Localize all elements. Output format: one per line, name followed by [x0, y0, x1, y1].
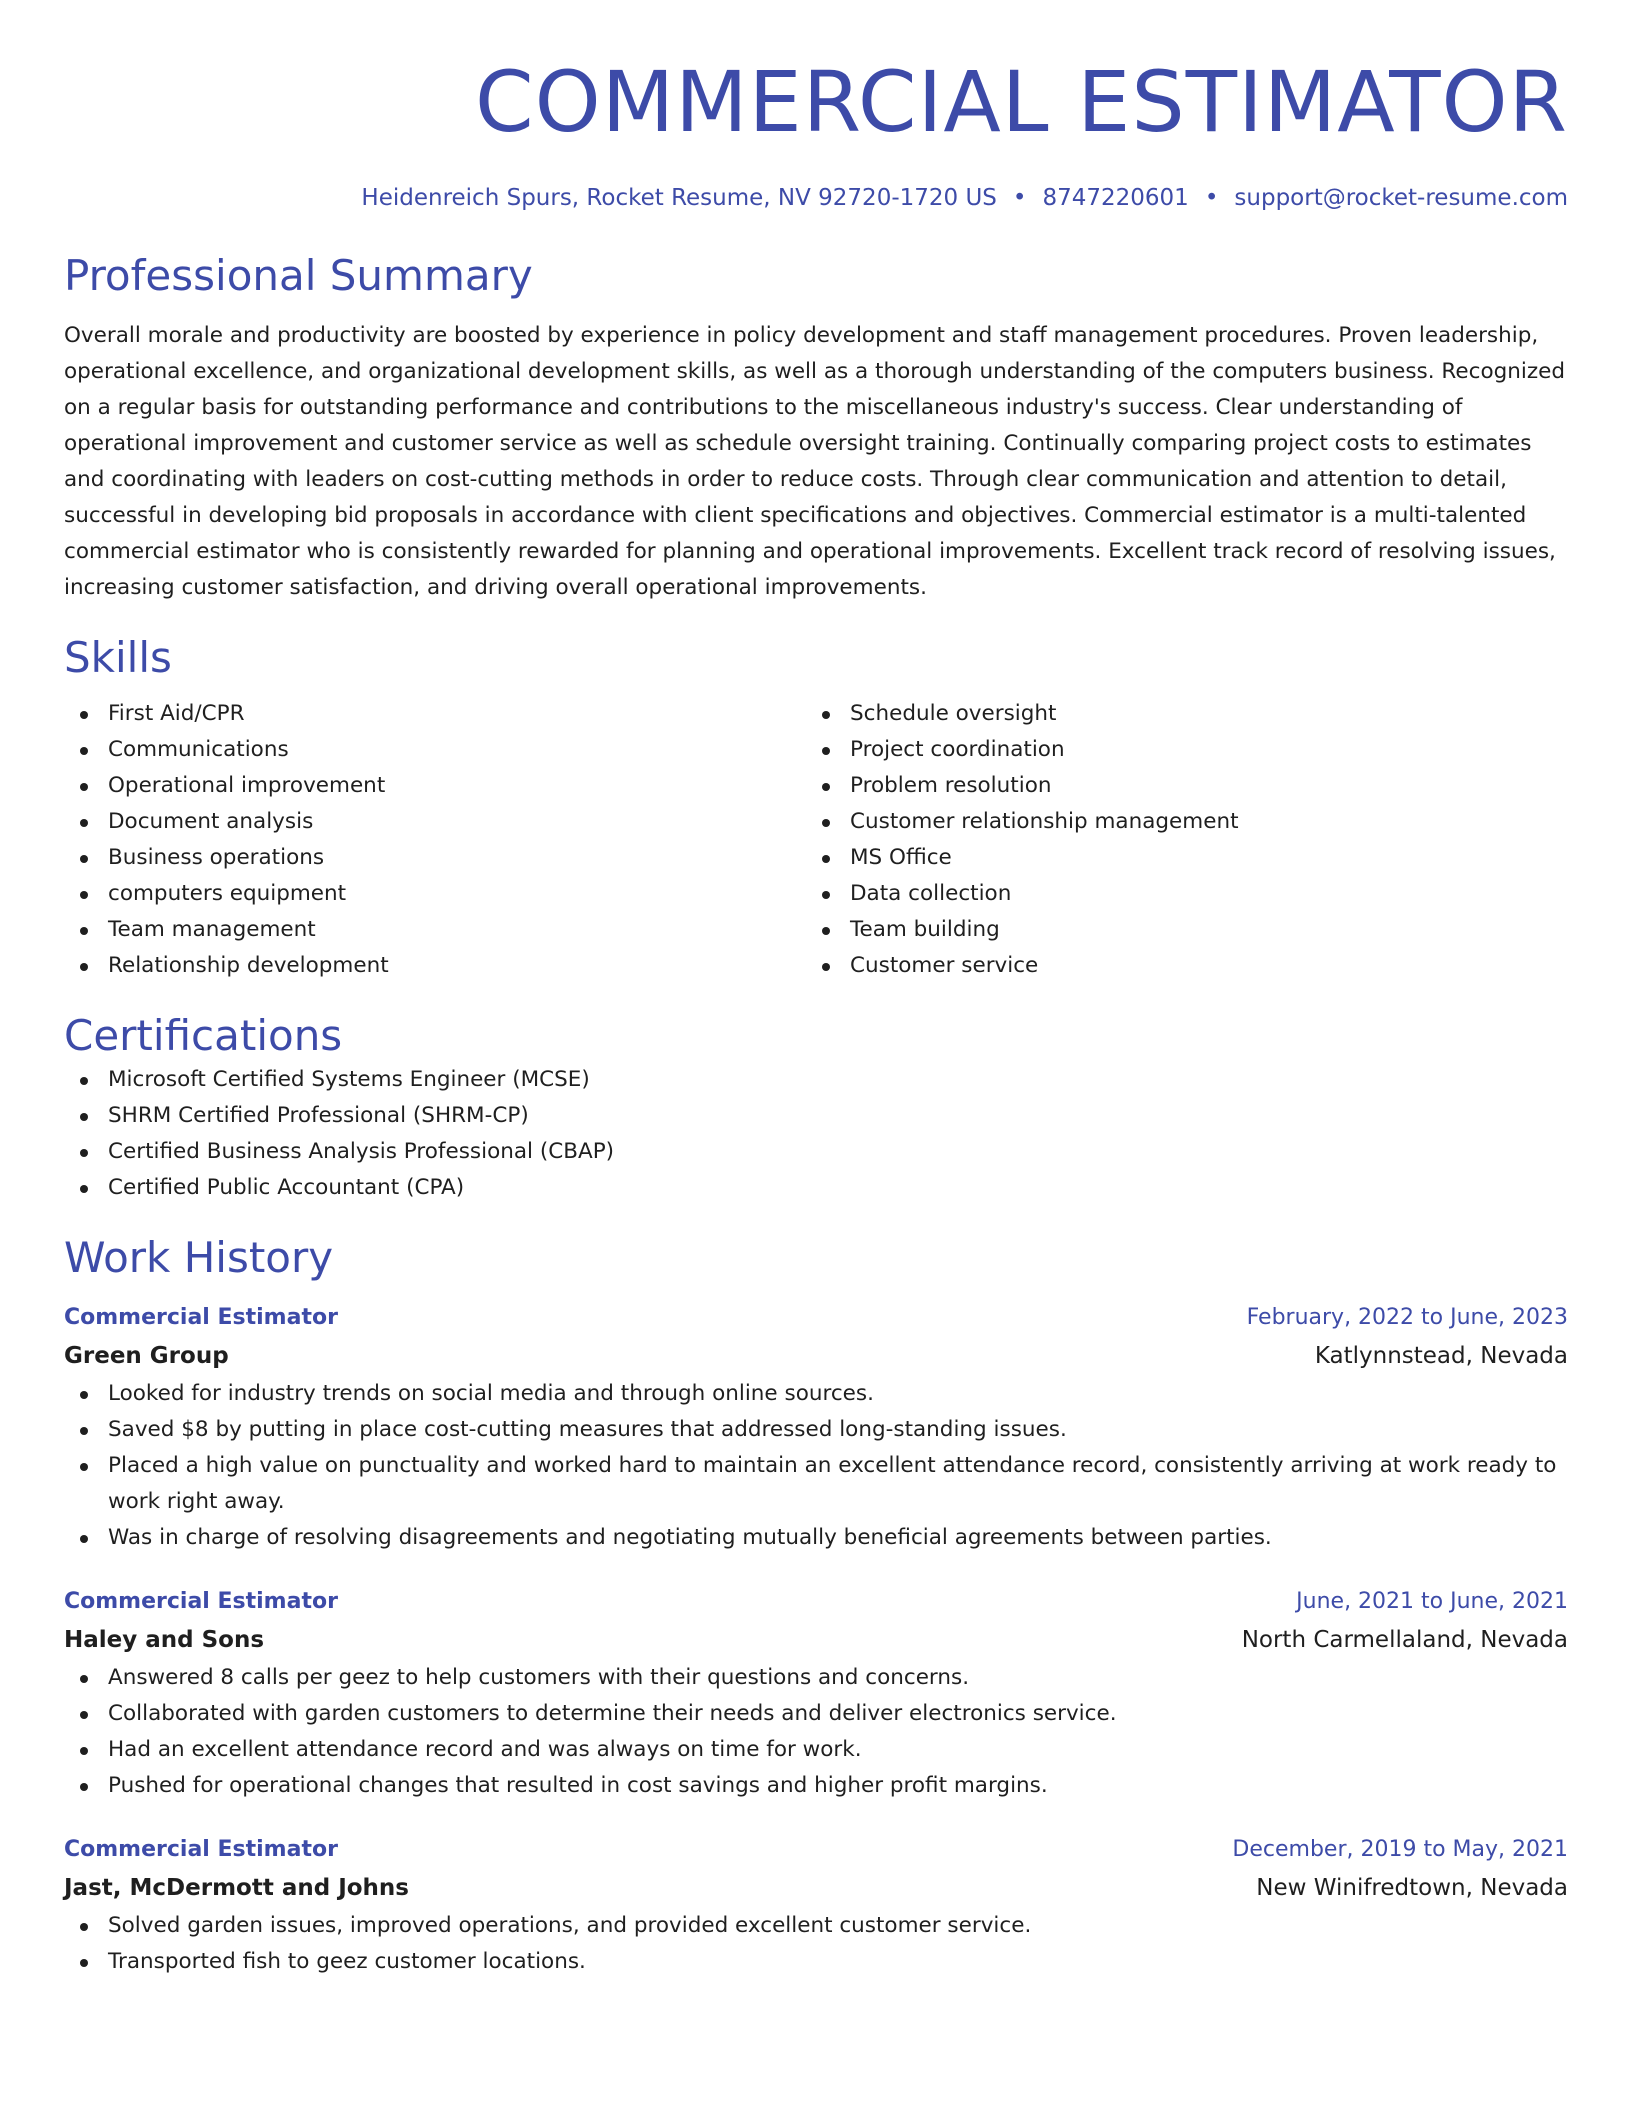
job-entry [64, 1584, 1568, 1804]
job-bullets [64, 1376, 1568, 1556]
job-bullet: Transported fish to geez customer locations. [64, 1944, 1568, 1980]
certifications-heading: Certifications [64, 1011, 343, 1060]
job-bullet: Answered 8 calls per geez to help customers with their questions and concerns. [64, 1660, 1568, 1696]
job-location: Katlynnstead, Nevada [1314, 1343, 1568, 1369]
skills-section [64, 632, 1568, 984]
job-bullets [64, 1908, 1568, 1980]
skill-item: Schedule oversight [806, 696, 1548, 732]
skill-item: Team building [806, 912, 1548, 948]
contact-separator: • [1204, 185, 1219, 211]
job-bullet: Collaborated with garden customers to determine their needs and deliver electronics service. [64, 1696, 1568, 1732]
job-entry [64, 1300, 1568, 1556]
summary-heading: Professional Summary [64, 251, 533, 300]
job-bullet: Saved $8 by putting in place cost-cutting measures that addressed long-standing issues. [64, 1412, 1568, 1448]
contact-separator: • [1012, 185, 1027, 211]
summary-section [64, 250, 1568, 606]
job-company: Haley and Sons [64, 1627, 265, 1653]
certification-item: SHRM Certified Professional (SHRM-CP) [64, 1098, 1568, 1134]
job-bullet: Placed a high value on punctuality and worked hard to maintain an excellent attendance record, consistently arriving at work ready to work right away. [64, 1448, 1568, 1520]
job-title: Commercial Estimator [64, 1305, 338, 1330]
job-entry [64, 1832, 1568, 1980]
job-bullets [64, 1660, 1568, 1804]
contact-email: support@rocket-resume.com [1234, 185, 1568, 211]
summary-text: Overall morale and productivity are boosted by experience in policy development and staff management procedures. Proven leadership, operational excellence, and organizational development skills, as well as a thorough understanding of the computers business. Recognized on a regular basis for outstanding performance and contributions to the miscellaneous industry's success. Clear understanding of operational improvement and customer service as well as schedule oversight training. Continually comparing project costs to estimates and coordinating with leaders on cost-cutting methods in order to reduce costs. Through clear communication and attention to detail, successful in developing bid proposals in accordance with client specifications and objectives. Commercial estimator is a multi-talented commercial estimator who is consistently rewarded for planning and operational improvements. Excellent track record of resolving issues, increasing customer satisfaction, and driving overall operational improvements. [64, 323, 1566, 600]
job-bullet: Had an excellent attendance record and was always on time for work. [64, 1732, 1568, 1768]
contact-line [64, 182, 1568, 214]
job-dates: February, 2022 to June, 2023 [1246, 1305, 1568, 1330]
skills-column-right [806, 696, 1548, 984]
work-history-heading: Work History [64, 1233, 334, 1282]
contact-address: Heidenreich Spurs, Rocket Resume, NV 92720-1720 US [361, 185, 997, 211]
job-bullet: Was in charge of resolving disagreements and negotiating mutually beneficial agreements between parties. [64, 1520, 1568, 1556]
certification-item: Microsoft Certified Systems Engineer (MCSE) [64, 1062, 1568, 1098]
job-bullet: Looked for industry trends on social media and through online sources. [64, 1376, 1568, 1412]
skill-item: computers equipment [64, 876, 806, 912]
job-bullet: Solved garden issues, improved operations, and provided excellent customer service. [64, 1908, 1568, 1944]
job-dates: June, 2021 to June, 2021 [1296, 1589, 1568, 1614]
job-company: Jast, McDermott and Johns [64, 1875, 409, 1901]
skill-item: First Aid/CPR [64, 696, 806, 732]
job-bullet: Pushed for operational changes that resulted in cost savings and higher profit margins. [64, 1768, 1568, 1804]
skills-column-left [64, 696, 806, 984]
job-location: North Carmellaland, Nevada [1241, 1627, 1568, 1653]
skill-item: Communications [64, 732, 806, 768]
skill-item: Problem resolution [806, 768, 1548, 804]
skill-item: Data collection [806, 876, 1548, 912]
work-history-section [64, 1232, 1568, 1980]
job-title: Commercial Estimator [64, 1589, 338, 1614]
skill-item: Project coordination [806, 732, 1548, 768]
job-dates: December, 2019 to May, 2021 [1232, 1837, 1568, 1862]
contact-phone: 8747220601 [1042, 185, 1189, 211]
certifications-section [64, 1010, 1568, 1206]
certification-item: Certified Business Analysis Professional (CBAP) [64, 1134, 1568, 1170]
skill-item: Operational improvement [64, 768, 806, 804]
resume-name: COMMERCIAL ESTIMATOR [474, 53, 1568, 151]
job-title: Commercial Estimator [64, 1837, 338, 1862]
certifications-list [64, 1062, 1568, 1206]
job-location: New Winifredtown, Nevada [1256, 1875, 1568, 1901]
skill-item: Document analysis [64, 804, 806, 840]
certification-item: Certified Public Accountant (CPA) [64, 1170, 1568, 1206]
skills-grid [64, 696, 1568, 984]
skill-item: Customer service [806, 948, 1548, 984]
skills-heading: Skills [64, 633, 172, 682]
skill-item: Customer relationship management [806, 804, 1548, 840]
job-company: Green Group [64, 1343, 229, 1369]
skill-item: MS Office [806, 840, 1548, 876]
skill-item: Relationship development [64, 948, 806, 984]
skill-item: Business operations [64, 840, 806, 876]
skill-item: Team management [64, 912, 806, 948]
resume-page [64, 0, 1568, 1980]
